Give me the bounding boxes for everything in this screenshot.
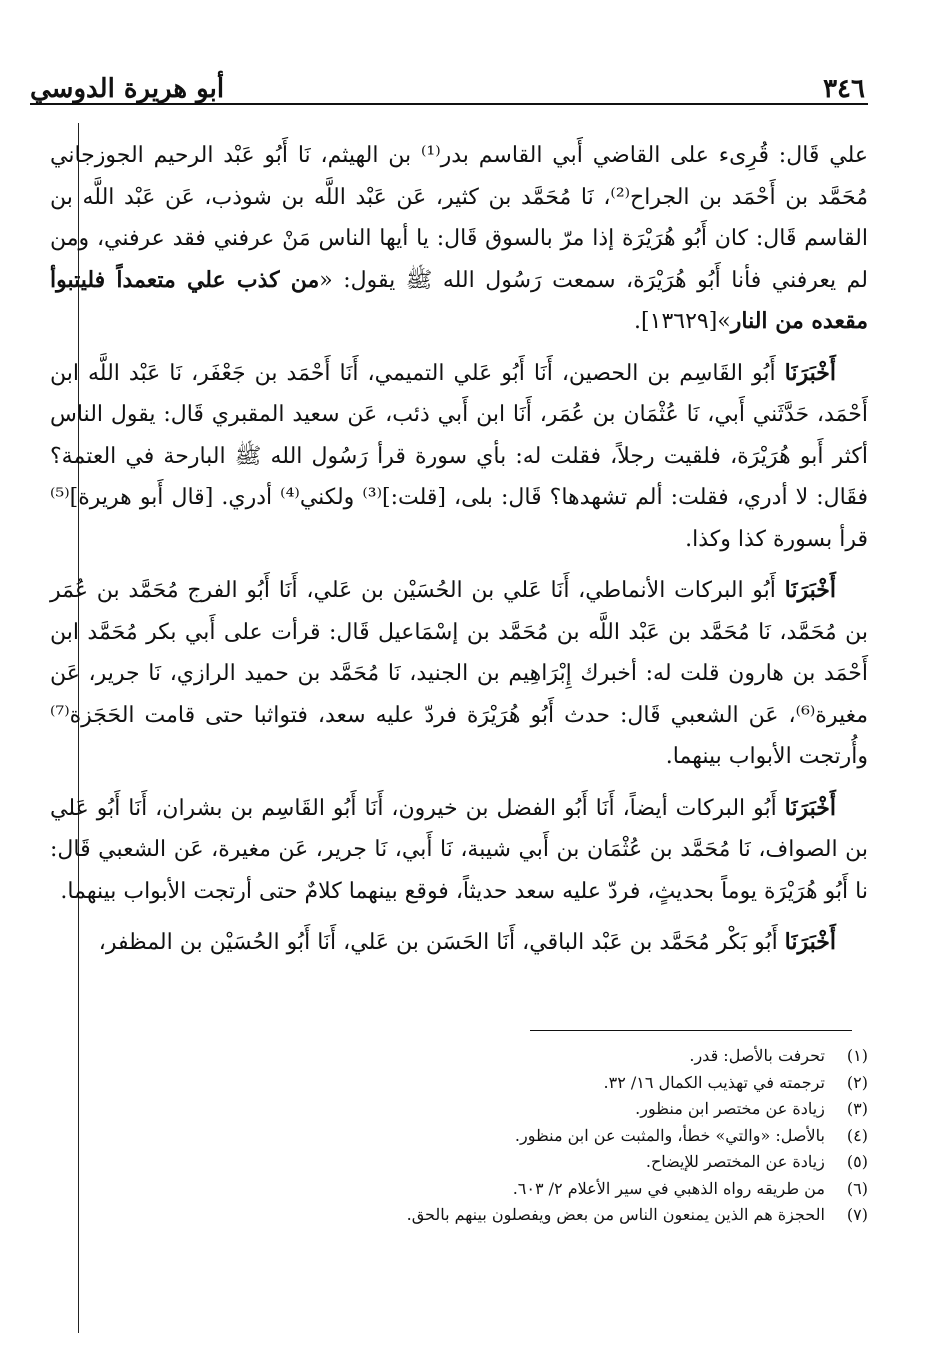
footnote-number: (٧) bbox=[846, 1205, 868, 1224]
footnote-text: بالأصل: «والتي» خطأ، والمثبت عن ابن منظور. bbox=[514, 1125, 825, 1145]
footnote-text: زيادة عن المختصر للإيضاح. bbox=[645, 1152, 825, 1171]
page-number: ٣٤٦ bbox=[823, 74, 865, 104]
paragraph-text: علي قَال: قُرِىء على القاضي أَبي القاسم بدر⁽¹⁾ بن الهيثم، نَا أَبُو عَبْد الرحيم الجوزجاني مُحَمَّد بن أَحْمَد بن الجراح⁽²⁾، نَا مُحَمَّد بن كثير، عَن عَبْد اللَّه بن شوذب، عَن عَبْد اللَّه بن القاسم قَال: كان أَبُو هُرَيْرَة إذا مرّ بالسوق قَال: يا أيها الناس مَنْ عرفني فقد عرفني، ومن لم يعرفني فأنا أَبُو هُرَيْرَة، سمعت رَسُول الله ﷺ يقول: « bbox=[50, 143, 869, 293]
paragraph-lead: أَخْبَرَنَا bbox=[784, 929, 836, 955]
footnote-number: (٥) bbox=[846, 1152, 868, 1171]
paragraph-text: أَبُو بَكْر مُحَمَّد بن عَبْد الباقي، أَنَا الحَسَن بن عَلي، أَنَا أَبُو الحُسَيْن بن المظفر، bbox=[98, 930, 785, 955]
footnote-1 bbox=[200, 1043, 868, 1070]
paragraph-tail: »[١٣٦٢٩]. bbox=[634, 309, 731, 334]
paragraph-lead: أَخْبَرَنَا bbox=[784, 794, 836, 821]
header-rule bbox=[30, 103, 868, 105]
footnote-text: زيادة عن مختصر ابن منظور. bbox=[635, 1099, 825, 1118]
footnotes bbox=[200, 1043, 868, 1229]
paragraph-text: أَبُو البركات الأنماطي، أَنَا عَلي بن الحُسَيْن بن عَلي، أَنَا أَبُو الفرج مُحَمَّد بن عُمَر بن مُحَمَّد، نَا مُحَمَّد بن عَبْد اللَّه بن مُحَمَّد بن إسْمَاعيل قَال: قرأت على أَبي بكر مُحَمَّد ابن أَحْمَد بن هارون قلت له: أخبرك إِبْرَاهِيم بن الجنيد، نَا مُحَمَّد بن حميد الرازي، نَا جرير، عَن مغيرة⁽⁶⁾، عَن الشعبي قَال: حدث أَبُو هُرَيْرَة فردّ عليه سعد، فتواثبا حتى قامت الحَجَزة⁽⁷⁾ وأُرتجت الأبواب بينهما. bbox=[50, 578, 868, 769]
footnote-text: من طريقه رواه الذهبي في سير الأعلام ٢/ ٦٠٣. bbox=[512, 1178, 825, 1198]
paragraph-text: أَبُو القَاسِم بن الحصين، أَنَا أَبُو عَلي التميمي، أَنَا أَحْمَد بن جَعْفَر، نَا عَبْد اللَّه ابن أَحْمَد، حَدَّثَني أَبي، نَا عُثْمَان بن عُمَر، أَنَا ابن أَبي ذئب، عَن سعيد المقبري قَال: يقول الناس أكثر أَبو هُرَيْرَة، فلقيت رجلاً، فقلت له: بأي سورة قرأ رَسُول الله ﷺ البارحة في العتمة؟ فقَال: لا أدري، فقلت: ألم تشهدها؟ قَال: بلى، [قلت:]⁽³⁾ ولكني⁽⁴⁾ أدري. [قال أَبو هريرة]⁽⁵⁾ قرأ بسورة كذا وكذا. bbox=[50, 360, 868, 552]
footnote-text: ترجمته في تهذيب الكمال ١٦/ ٣٢. bbox=[603, 1072, 825, 1092]
footnote-5 bbox=[200, 1149, 868, 1176]
footnote-text: الحجزة هم الذين يمنعون الناس من بعض ويفصلون بينهم بالحق. bbox=[406, 1205, 825, 1224]
page-header bbox=[30, 62, 865, 102]
footnote-number: (٤) bbox=[846, 1125, 868, 1145]
hadith-text: من كذب علي متعمداً فليتبوأ مقعده من النار bbox=[50, 266, 868, 334]
footnote-text: تحرفت بالأصل: قدر. bbox=[689, 1046, 825, 1065]
footnote-4 bbox=[200, 1123, 868, 1150]
footnote-rule bbox=[530, 1030, 852, 1031]
paragraph-2 bbox=[50, 353, 868, 561]
footnote-3 bbox=[200, 1096, 868, 1123]
paragraph-text: أَبُو البركات أيضاً، أَنَا أَبُو الفضل بن خيرون، أَنَا أَبُو القَاسِم بن بشران، أَنَا أَبُو عَلي بن الصواف، نَا مُحَمَّد بن عُثْمَان بن أَبي شيبة، نَا أَبي، نَا جرير، عَن مغيرة، عَن الشعبي قَال: نا أَبُو هُرَيْرَة يوماً بحديثٍ، فردّ عليه سعد حديثاً، فوقع بينهما كلامٌ حتى أرتجت الأبواب بينهما. bbox=[50, 795, 868, 904]
paragraph-lead: أَخْبَرَنَا bbox=[784, 359, 836, 386]
paragraph-1 bbox=[50, 135, 868, 343]
footnote-number: (٢) bbox=[846, 1072, 868, 1092]
paragraph-4 bbox=[50, 788, 868, 913]
footnote-number: (٣) bbox=[846, 1099, 868, 1118]
footnote-7 bbox=[200, 1202, 868, 1229]
footnote-number: (٦) bbox=[846, 1178, 868, 1198]
paragraph-5 bbox=[50, 922, 868, 964]
footnote-number: (١) bbox=[846, 1046, 868, 1065]
footnote-2 bbox=[200, 1070, 868, 1097]
paragraph-3 bbox=[50, 570, 868, 778]
main-text bbox=[50, 135, 868, 974]
running-title: أبو هريرة الدوسي bbox=[30, 74, 225, 104]
footnote-6 bbox=[200, 1176, 868, 1203]
paragraph-lead: أَخْبَرَنَا bbox=[784, 577, 836, 603]
